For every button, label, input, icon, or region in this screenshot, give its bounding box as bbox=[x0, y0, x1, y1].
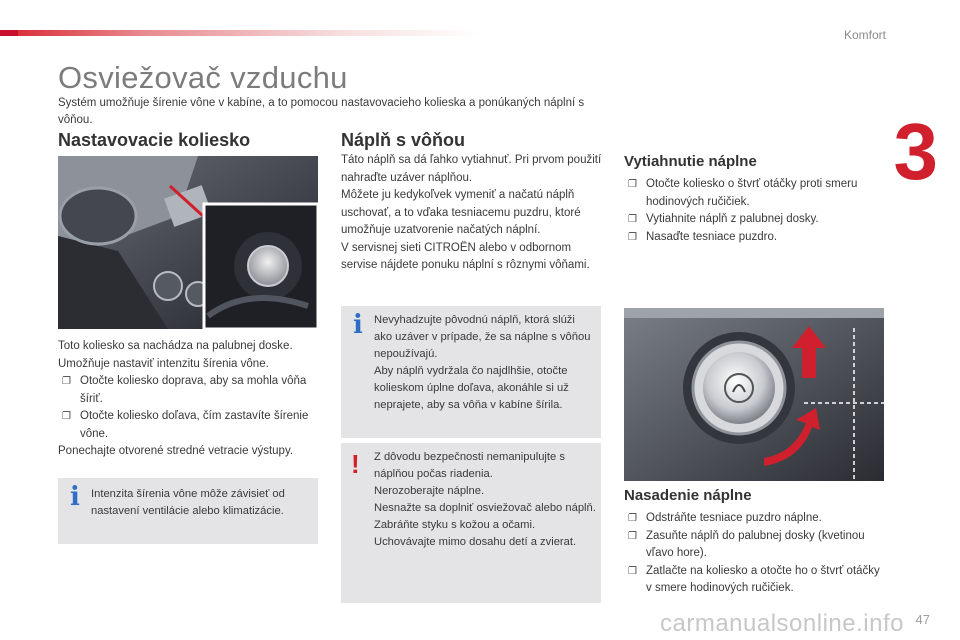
removal-text bbox=[624, 176, 886, 246]
adjust-wheel-text bbox=[58, 338, 318, 461]
info-text: Nevyhadzujte pôvodnú náplň, ktorá slúži ako uzáver v prípade, že sa náplne s vôňou nepoužívajú. bbox=[374, 314, 591, 360]
bullet-text: Otočte koliesko doprava, aby sa mohla vôňa šíriť. bbox=[80, 375, 307, 405]
list-item bbox=[624, 211, 886, 229]
warning-text: Z dôvodu bezpečnosti nemanipulujte s náplňou počas riadenia. bbox=[374, 451, 565, 480]
info-icon: i bbox=[70, 482, 80, 512]
watermark: carmanualsonline.info bbox=[660, 610, 904, 637]
adjust-wheel-line: Umožňuje nastaviť intenzitu šírenia vône. bbox=[58, 357, 269, 370]
info-box-cartridge bbox=[341, 306, 601, 438]
square-bullet-icon: ❐ bbox=[628, 214, 637, 225]
info-text: Intenzita šírenia vône môže závisieť od nastavení ventilácie alebo klimatizácie. bbox=[91, 488, 285, 517]
dashboard-illustration bbox=[58, 156, 318, 329]
bullet-text: Odstráňte tesniace puzdro náplne. bbox=[646, 512, 822, 524]
info-text: Aby náplň vydržala čo najdlhšie, otočte kolieskom úplne doľava, akonáhle si už neprajete, aby sa vôňa v kabíne šírila. bbox=[374, 365, 569, 411]
warning-text: Uchovávajte mimo dosahu detí a zvierat. bbox=[374, 536, 577, 548]
cartridge-paragraph: V servisnej sieti CITROËN alebo v odbornom servise nájdete ponuku náplní s rôznymi vôňami. bbox=[341, 241, 590, 271]
info-box-ventilation bbox=[58, 478, 318, 544]
install-text bbox=[624, 510, 886, 598]
cartridge-paragraph: Táto náplň sa dá ľahko vytiahnuť. Pri prvom použití nahraďte uzáver náplňou. bbox=[341, 154, 602, 184]
square-bullet-icon: ❐ bbox=[62, 376, 71, 387]
warning-text: Nerozoberajte náplne. bbox=[374, 485, 485, 497]
list-item bbox=[58, 408, 318, 443]
square-bullet-icon: ❐ bbox=[628, 231, 637, 243]
header-accent-cap bbox=[0, 30, 18, 36]
square-bullet-icon: ❐ bbox=[628, 513, 637, 524]
bullet-text: Vytiahnite náplň z palubnej dosky. bbox=[646, 213, 819, 225]
warning-icon: ! bbox=[351, 449, 360, 479]
warning-text: Zabráňte styku s kožou a očami. bbox=[374, 519, 536, 531]
dashboard-photo bbox=[58, 156, 318, 329]
warning-box-safety bbox=[341, 443, 601, 603]
list-item bbox=[624, 563, 886, 598]
cartridge-text bbox=[341, 152, 603, 275]
list-item bbox=[624, 176, 886, 211]
info-icon: i bbox=[353, 310, 363, 340]
square-bullet-icon: ❐ bbox=[62, 411, 71, 422]
adjust-wheel-line: Toto koliesko sa nachádza na palubnej doske. bbox=[58, 340, 293, 352]
section-heading-removal: Vytiahnutie náplne bbox=[624, 153, 757, 170]
list-item bbox=[58, 373, 318, 408]
bullet-text: Zatlačte na koliesko a otočte ho o štvrť otáčky v smere hodinových ručičiek. bbox=[646, 564, 880, 594]
page-title: Osviežovač vzduchu bbox=[58, 60, 348, 95]
bullet-text: Zasuňte náplň do palubnej dosky (kvetinou vľavo hore). bbox=[646, 529, 865, 559]
chapter-number: 3 bbox=[893, 107, 938, 196]
bullet-text: Nasaďte tesniace puzdro. bbox=[646, 230, 778, 243]
page-number: 47 bbox=[915, 612, 930, 627]
square-bullet-icon: ❐ bbox=[628, 179, 637, 190]
square-bullet-icon: ❐ bbox=[628, 565, 637, 577]
cartridge-paragraph: Môžete ju kedykoľvek vymeniť a načatú náplň uschovať, a to vďaka tesniacemu puzdru, ktoré umožňuje uzatvorenie načatých náplní. bbox=[341, 189, 581, 236]
bullet-text: Otočte koliesko doľava, čím zastavíte šírenie vône. bbox=[80, 410, 309, 440]
cartridge-photo bbox=[624, 308, 884, 481]
square-bullet-icon: ❐ bbox=[628, 530, 637, 542]
chapter-title: Komfort bbox=[843, 28, 886, 42]
section-heading-adjust-wheel: Nastavovacie koliesko bbox=[58, 130, 251, 150]
bullet-text: Otočte koliesko o štvrť otáčky proti smeru hodinových ručičiek. bbox=[646, 178, 858, 208]
header-accent-bar bbox=[0, 30, 480, 36]
list-item bbox=[624, 229, 886, 247]
section-heading-install: Nasadenie náplne bbox=[624, 487, 752, 504]
cartridge-illustration bbox=[624, 308, 884, 481]
list-item bbox=[624, 510, 886, 528]
warning-text: Nesnažte sa doplniť osviežovač alebo náplň. bbox=[374, 502, 596, 514]
adjust-wheel-closing: Ponechajte otvorené stredné vetracie výstupy. bbox=[58, 445, 294, 457]
list-item bbox=[624, 528, 886, 563]
section-heading-cartridge: Náplň s vôňou bbox=[341, 130, 466, 150]
intro-text: Systém umožňuje šírenie vône v kabíne, a to pomocou nastavovacieho kolieska a ponúkaných náplní s vôňou. bbox=[58, 97, 585, 126]
